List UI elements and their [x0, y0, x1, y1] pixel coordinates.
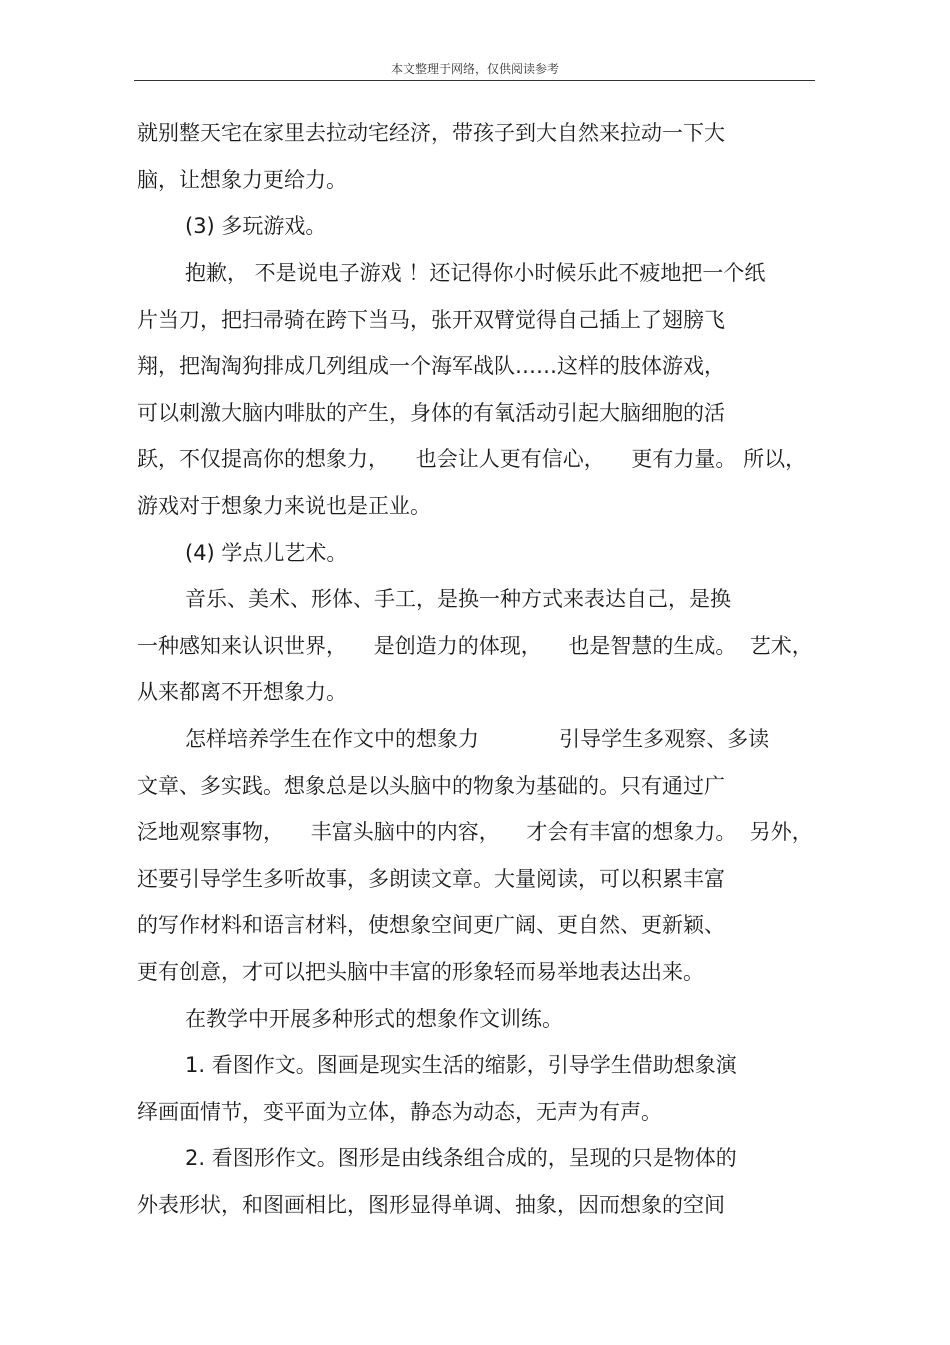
body-line: 1. 看图作文。图画是现实生活的缩影，引导学生借助想象演 [185, 1053, 737, 1077]
body-line: 可以刺激大脑内啡肽的产生，身体的有氧活动引起大脑细胞的活 [137, 401, 725, 425]
body-line: 在教学中开展多种形式的想象作文训练。 [185, 1007, 563, 1031]
body-line: 绎画面情节，变平面为立体，静态为动态，无声为有声。 [137, 1100, 662, 1124]
body-line: 一种感知来认识世界， 是创造力的体现， 也是智慧的生成。 艺术， [137, 634, 813, 658]
body-line: 2. 看图形作文。图形是由线条组合成的，呈现的只是物体的 [185, 1146, 737, 1170]
header-rule [134, 80, 815, 81]
body-line: 的写作材料和语言材料，使想象空间更广阔、更自然、更新颖、 [137, 913, 725, 937]
body-line: 还要引导学生多听故事，多朗读文章。大量阅读，可以积累丰富 [137, 867, 725, 891]
body-line: 脑，让想象力更给力。 [137, 168, 347, 192]
body-line: 泛地观察事物， 丰富头脑中的内容， 才会有丰富的想象力。 另外， [137, 820, 813, 844]
body-line: 更有创意，才可以把头脑中丰富的形象轻而易举地表达出来。 [137, 960, 704, 984]
page-header: 本文整理于网络，仅供阅读参考 [390, 62, 559, 76]
body-line: 音乐、美术、形体、手工，是换一种方式来表达自己，是换 [185, 587, 731, 611]
section-heading: (4) 学点儿艺术。 [185, 541, 348, 565]
body-line: 从来都离不开想象力。 [137, 680, 347, 704]
body-line: 文章、多实践。想象总是以头脑中的物象为基础的。只有通过广 [137, 774, 725, 798]
body-line: 就别整天宅在家里去拉动宅经济，带孩子到大自然来拉动一下大 [137, 121, 725, 145]
body-line: 跃，不仅提高你的想象力， 也会让人更有信心， 更有力量。 所以， [137, 447, 807, 471]
body-line: 抱歉， 不是说电子游戏 ！还记得你小时候乐此不疲地把一个纸 [185, 261, 766, 285]
body-line: 游戏对于想象力来说也是正业。 [137, 494, 431, 518]
section-heading: (3) 多玩游戏。 [185, 214, 327, 238]
body-line: 外表形状，和图画相比，图形显得单调、抽象，因而想象的空间 [137, 1193, 725, 1217]
body-line: 翔，把淘淘狗排成几列组成一个海军战队……这样的肢体游戏， [137, 354, 725, 378]
body-line: 怎样培养学生在作文中的想象力 引导学生多观察、多读 [185, 727, 770, 751]
body-line: 片当刀，把扫帚骑在跨下当马，张开双臂觉得自己插上了翅膀飞 [137, 308, 725, 332]
